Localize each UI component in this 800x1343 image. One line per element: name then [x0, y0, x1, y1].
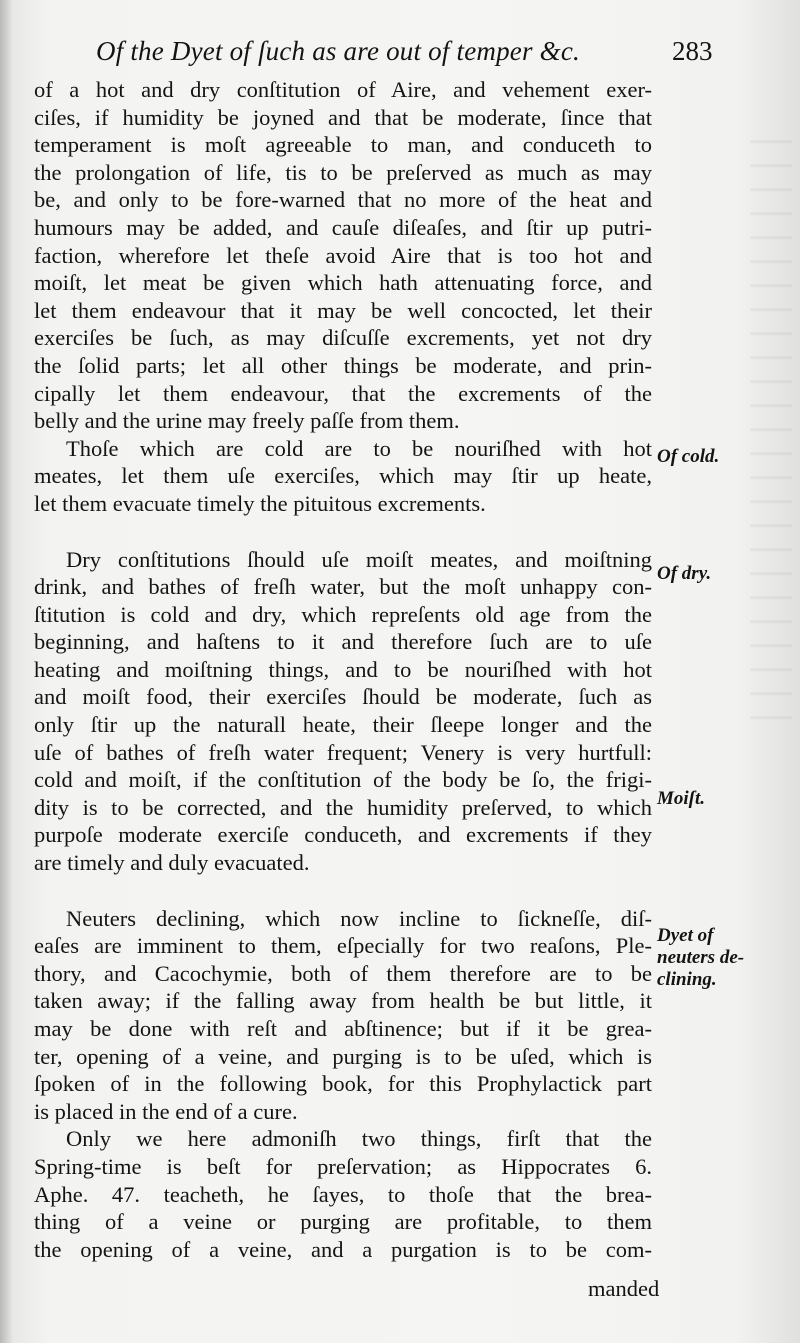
text-line: humours may be added, and cauſe diſeaſes, and ſtir up putri- — [34, 214, 652, 240]
running-head: Of the Dyet of ſuch as are out of temper &c. — [96, 36, 580, 66]
text-line: uſe of bathes of freſh water frequent; Venery is very hurtfull: — [34, 739, 652, 765]
text-line: drink, and bathes of freſh water, but the moſt unhappy con- — [34, 574, 652, 600]
paragraph-2-cont — [34, 462, 652, 517]
text-line: the ſolid parts; let all other things be moderate, and prin- — [34, 352, 652, 378]
text-line: of a hot and dry conſtitution of Aire, and vehement exer- — [34, 77, 652, 102]
paragraph-2 — [34, 435, 652, 463]
text-line: the prolongation of life, tis to be preſerved as much as may — [34, 159, 652, 185]
paragraph-5-cont — [34, 1153, 652, 1263]
text-line: and moiſt food, their exerciſes ſhould be moderate, ſuch as — [34, 684, 652, 710]
text-line: Aphe. 47. teacheth, he ſayes, to thoſe that the brea- — [34, 1181, 652, 1207]
paragraph-3 — [34, 546, 652, 574]
text-line: Thoſe which are cold are to be nouriſhed with hot — [66, 435, 652, 461]
text-line: let them evacuate timely the pituitous excrements. — [34, 490, 486, 516]
paragraph-4 — [34, 905, 652, 933]
text-line: heating and moiſtning things, and to be nouriſhed with hot — [34, 656, 652, 682]
text-line: beginning, and haſtens to it and therefore ſuch are to uſe — [34, 629, 652, 655]
text-line: ter, opening of a veine, and purging is to be uſed, which is — [34, 1043, 652, 1069]
text-line: are timely and duly evacuated. — [34, 850, 310, 876]
bleed-through-text — [750, 120, 792, 720]
margin-note-cold: Of cold. — [657, 446, 720, 467]
text-line: ſtitution is cold and dry, which repreſents old age from the — [34, 601, 652, 627]
text-line: let them endeavour that it may be well concocted, let their — [34, 297, 652, 323]
margin-note-moist: Moiſt. — [657, 788, 706, 809]
text-line: is placed in the end of a cure. — [34, 1098, 298, 1124]
text-line: be, and only to be fore-warned that no more of the heat and — [34, 187, 652, 213]
text-line: Only we here admoniſh two things, firſt that the — [66, 1126, 652, 1152]
text-line: temperament is moſt agreeable to man, and conduceth to — [34, 132, 652, 158]
text-line: ciſes, if humidity be joyned and that be moderate, ſince that — [34, 104, 652, 130]
margin-note-dry: Of dry. — [657, 563, 712, 584]
text-line: the opening of a veine, and a purgation is to be com- — [34, 1236, 652, 1262]
text-line: cold and moiſt, if the conſtitution of the body be ſo, the frigi- — [34, 767, 652, 793]
text-line: Neuters declining, which now incline to ſickneſſe, diſ- — [66, 905, 652, 931]
text-line: eaſes are imminent to them, eſpecially for two reaſons, Ple- — [34, 933, 652, 959]
text-line: exerciſes be ſuch, as may diſcuſſe excrements, yet not dry — [34, 325, 652, 351]
text-line: faction, wherefore let theſe avoid Aire that is too hot and — [34, 242, 652, 268]
text-line: only ſtir up the naturall heate, their ſleepe longer and the — [34, 712, 652, 738]
page-number: 283 — [672, 36, 713, 66]
text-line: purpoſe moderate exerciſe conduceth, and excrements if they — [34, 822, 652, 848]
text-line: thing of a veine or purging are profitable, to them — [34, 1209, 652, 1235]
margin-note-neuters — [657, 925, 744, 991]
text-line: belly and the urine may freely paſſe from them. — [34, 408, 460, 434]
page-gutter-shadow — [0, 0, 12, 1343]
paragraph-1 — [34, 76, 652, 435]
catchword: manded — [588, 1276, 660, 1301]
margin-note-line: Dyet of — [657, 925, 714, 946]
text-line: ſpoken of in the following book, for this Prophylactick part — [34, 1071, 652, 1097]
paragraph-4-cont — [34, 932, 652, 1125]
text-line: cipally let them endeavour, that the excrements of the — [34, 380, 652, 406]
paragraph-3-cont — [34, 573, 652, 877]
text-line: Dry conſtitutions ſhould uſe moiſt meates, and moiſtning — [66, 546, 652, 572]
text-line: dity is to be corrected, and the humidity preſerved, to which — [34, 794, 652, 820]
text-line: taken away; if the falling away from health be but little, it — [34, 988, 652, 1014]
text-line: meates, let them uſe exerciſes, which may ſtir up heate, — [34, 463, 652, 489]
text-line: may be done with reſt and abſtinence; but if it be grea- — [34, 1016, 652, 1041]
text-line: Spring-time is beſt for preſervation; as Hippocrates 6. — [34, 1153, 652, 1179]
paragraph-5 — [34, 1125, 652, 1153]
margin-note-line: neuters de- — [657, 947, 745, 968]
text-line: moiſt, let meat be given which hath attenuating force, and — [34, 270, 652, 296]
body-text — [34, 76, 652, 1263]
margin-note-line: clining. — [657, 969, 717, 990]
text-line: thory, and Cacochymie, both of them therefore are to be — [34, 960, 652, 986]
